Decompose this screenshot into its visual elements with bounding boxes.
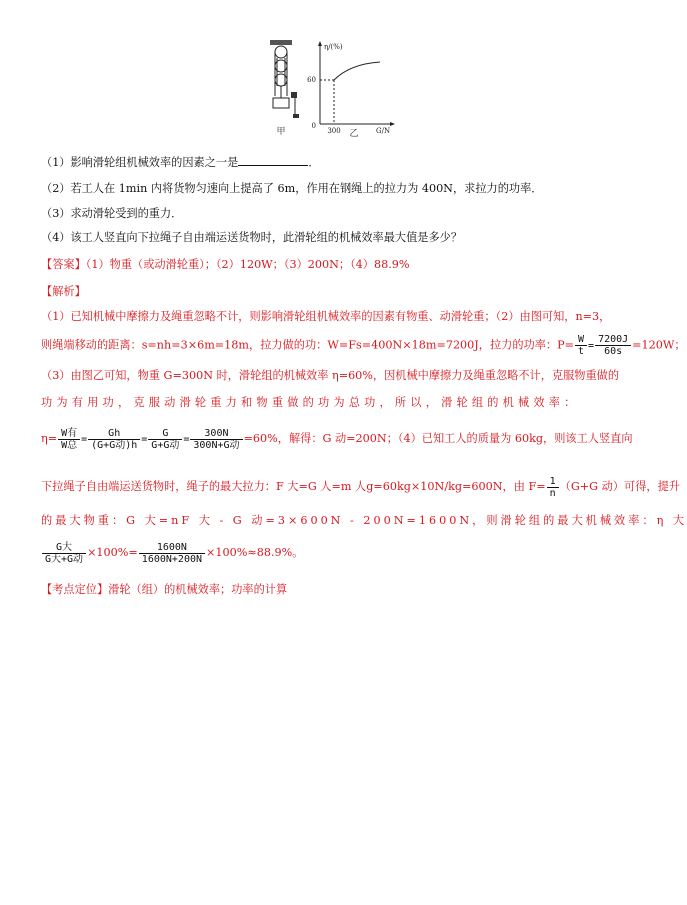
analysis-line-7: 的最大物重：G 大=nF 大 - G 动=3×600N - 200N=1600N，则滑轮组的最大机械效率：η 大 [41, 514, 687, 527]
question-4: （4）该工人竖直向下拉绳子自由端运送货物时，此滑轮组的机械效率最大值是多少？ [41, 231, 463, 244]
question-1: （1）影响滑轮组机械效率的因素之一是 ． [41, 156, 320, 169]
fraction-w-over-t: $\frac{W}{t}$ [575, 334, 587, 357]
analysis-line-3: （3）由图乙可知，物重 G=300N 时，滑轮组的机械效率 η=60%，因机械中摩擦力及绳重忽略不计，克服物重做的 [41, 369, 620, 382]
fraction-1-over-n: $\frac{1}{n}$ [547, 476, 559, 499]
worker-block [291, 92, 297, 98]
label-yi: 乙 [349, 129, 359, 139]
analysis-tag: 【解析】 [41, 285, 86, 298]
kaodian-line [41, 582, 287, 598]
fraction-300n: $\frac{300N}{\text{300N+G动}}$ [190, 428, 242, 451]
analysis-line-6: 下拉绳子自由端运送货物时，绳子的最大拉力：F 大=G 人=m 人g=60kg×10N/kg=600N，由 F= $\frac{1}{n}$ （G+G 动）可得，提升 [41, 475, 680, 499]
fraction-7200j-over-60s: $\frac{7200J}{60s}$ [595, 334, 631, 357]
pulley-and-efficiency-figure [258, 36, 398, 140]
question-3: （3）求动滑轮受到的重力． [41, 207, 183, 220]
fraction-g-max: $\frac{\text{G大}}{\text{G大+G动}}$ [42, 542, 86, 565]
analysis-line-5: η= $\frac{\text{W有}}{\text{W总}}$ = $\frac{Gh}{\text{(G+G动)h}}$ = $\frac{G}{\text{G+G动}}$ = $\frac{300N}{\text{300N+G动}}$ =60%，解得：G 动=200N；（4）已知工人的质量为 60kg，则该工人竖直向 [41, 427, 633, 451]
analysis-line-2: 则绳端移动的距离：s=nh=3×6m=18m，拉力做的功：W=Fs=400N×18m=7200J，拉力的功率：P= $\frac{W}{t}$ = $\frac{7200J}{60s}$ =120W； [41, 334, 686, 357]
fraction-g: $\frac{G}{\text{G+G动}}$ [148, 428, 182, 451]
load-box [273, 98, 289, 108]
x-axis-label: G/N [376, 127, 391, 135]
efficiency-curve [334, 62, 380, 80]
answer-tag: 【答案】 [41, 258, 86, 271]
kaodian-tag: 【考点定位】 [41, 583, 109, 596]
answer-blank [238, 155, 308, 166]
origin-label: 0 [311, 122, 316, 130]
fraction-gh: $\frac{Gh}{\text{(G+G动)h}}$ [88, 428, 140, 451]
answer-text: （1）物重（或动滑轮重）；（2）120W；（3）200N；（4）88.9% [85, 258, 410, 271]
fraction-1600n: $\frac{1600N}{1600N+200N}$ [139, 542, 205, 565]
fixed-pulley-1 [275, 46, 287, 58]
analysis-line-1: （1）已知机械中摩擦力及绳重忽略不计，则影响滑轮组机械效率的因素有物重、动滑轮重；（2）由图可知，n=3， [41, 310, 611, 323]
label-jia: 甲 [276, 127, 286, 137]
pulley-system-diagram [270, 40, 299, 118]
question-2: （2）若工人在 1min 内将货物匀速向上提高了 6m，作用在钢绳上的拉力为 400N，求拉力的功率． [41, 182, 543, 195]
y-tick-60: 60 [307, 76, 316, 84]
ceiling-bar [270, 40, 292, 45]
analysis-line-4: 功为有用功，克服动滑轮重力和物重做的功为总功，所以，滑轮组的机械效率： [41, 396, 580, 409]
efficiency-graph [307, 41, 395, 139]
answer-line [41, 257, 410, 273]
fraction-w-useful-over-total: $\frac{\text{W有}}{\text{W总}}$ [58, 428, 80, 451]
kaodian-text: 滑轮（组）的机械效率；功率的计算 [108, 583, 288, 596]
x-tick-300: 300 [327, 127, 341, 135]
y-axis-label: η/(%) [324, 43, 343, 51]
analysis-line-8: $\frac{\text{G大}}{\text{G大+G动}}$ ×100%= $\frac{1600N}{1600N+200N}$ ×100%≈88.9%。 [41, 538, 303, 568]
